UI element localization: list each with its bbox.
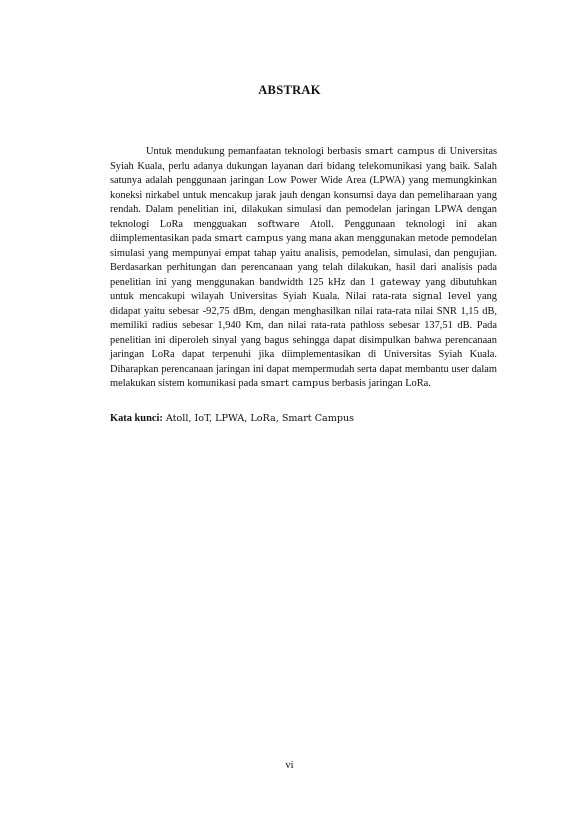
- abstract-title: ABSTRAK: [258, 83, 321, 97]
- abstract-text-7: berbasis jaringan LoRa.: [329, 378, 431, 389]
- abstract-text-5: yang dibutuhkan untuk mencakupi wilayah Universitas Syiah Kuala. Nilai rata-rata: [110, 276, 497, 302]
- abstract-text-6: yang didapat yaitu sebesar -92,75 dBm, dengan menghasilkan nilai rata-rata nilai SNR 1,15 dB, memiliki radius sebesar 1,940 Km, dan nilai rata-rata pathloss sebesar 137,51 dB. Pada penelitian ini diperoleh sinyal yang bagus sehingga dapat disimpulkan bahwa perencanaan jaringan LoRa dapat terpenuhi jika diimplementasikan di Universitas Syiah Kuala. Diharapkan perencanaan jaringan ini dapat mempermudah serta dapat membantu user dalam melakukan sistem komunikasi pada: [110, 291, 498, 389]
- term-signal-level: signal level: [412, 291, 471, 302]
- term-smart-campus-2: smart campus: [214, 233, 284, 244]
- abstract-text-1: Untuk mendukung pemanfaatan teknologi berbasis: [146, 146, 365, 157]
- abstract-paragraph: [110, 145, 497, 392]
- term-software: software: [257, 218, 300, 230]
- keywords-label: Kata kunci:: [110, 413, 163, 424]
- abstract-text-3: Atoll. Penggunaan teknologi ini akan diimplementasikan pada: [110, 218, 498, 244]
- keywords-last: Smart Campus: [281, 413, 355, 424]
- keywords-values: Atoll, IoT, LPWA, LoRa,: [162, 413, 282, 424]
- page-number: vi: [285, 760, 294, 771]
- abstract-text-4: yang mana akan menggunakan metode pemodelan simulasi yang mempunyai empat tahap yaitu analisis, pemodelan, simulasi, dan pengujian. Berdasarkan perhitungan dan perencanaan yang telah dilakukan, hasil dari analisis pada penelitian ini yang menggunakan bandwidth 125 kHz dan 1: [110, 233, 497, 288]
- keywords-line: [110, 412, 497, 427]
- abstract-text-2: di Universitas Syiah Kuala, perlu adanya dukungan layanan dari bidang telekomunikasi yang baik. Salah satunya adalah penggunaan jaringan Low Power Wide Area (LPWA) yang memungkinkan koneksi nirkabel untuk mencakup jarak jauh dengan konsumsi daya dan pemeliharaan yang rendah. Dalam penelitian ini, dilakukan simulasi dan pemodelan jaringan LPWA dengan teknologi LoRa mengguakan: [110, 146, 497, 230]
- term-smart-campus-3: smart campus: [260, 378, 330, 389]
- term-smart-campus: smart campus: [364, 146, 435, 157]
- term-gateway: gateway: [379, 276, 421, 288]
